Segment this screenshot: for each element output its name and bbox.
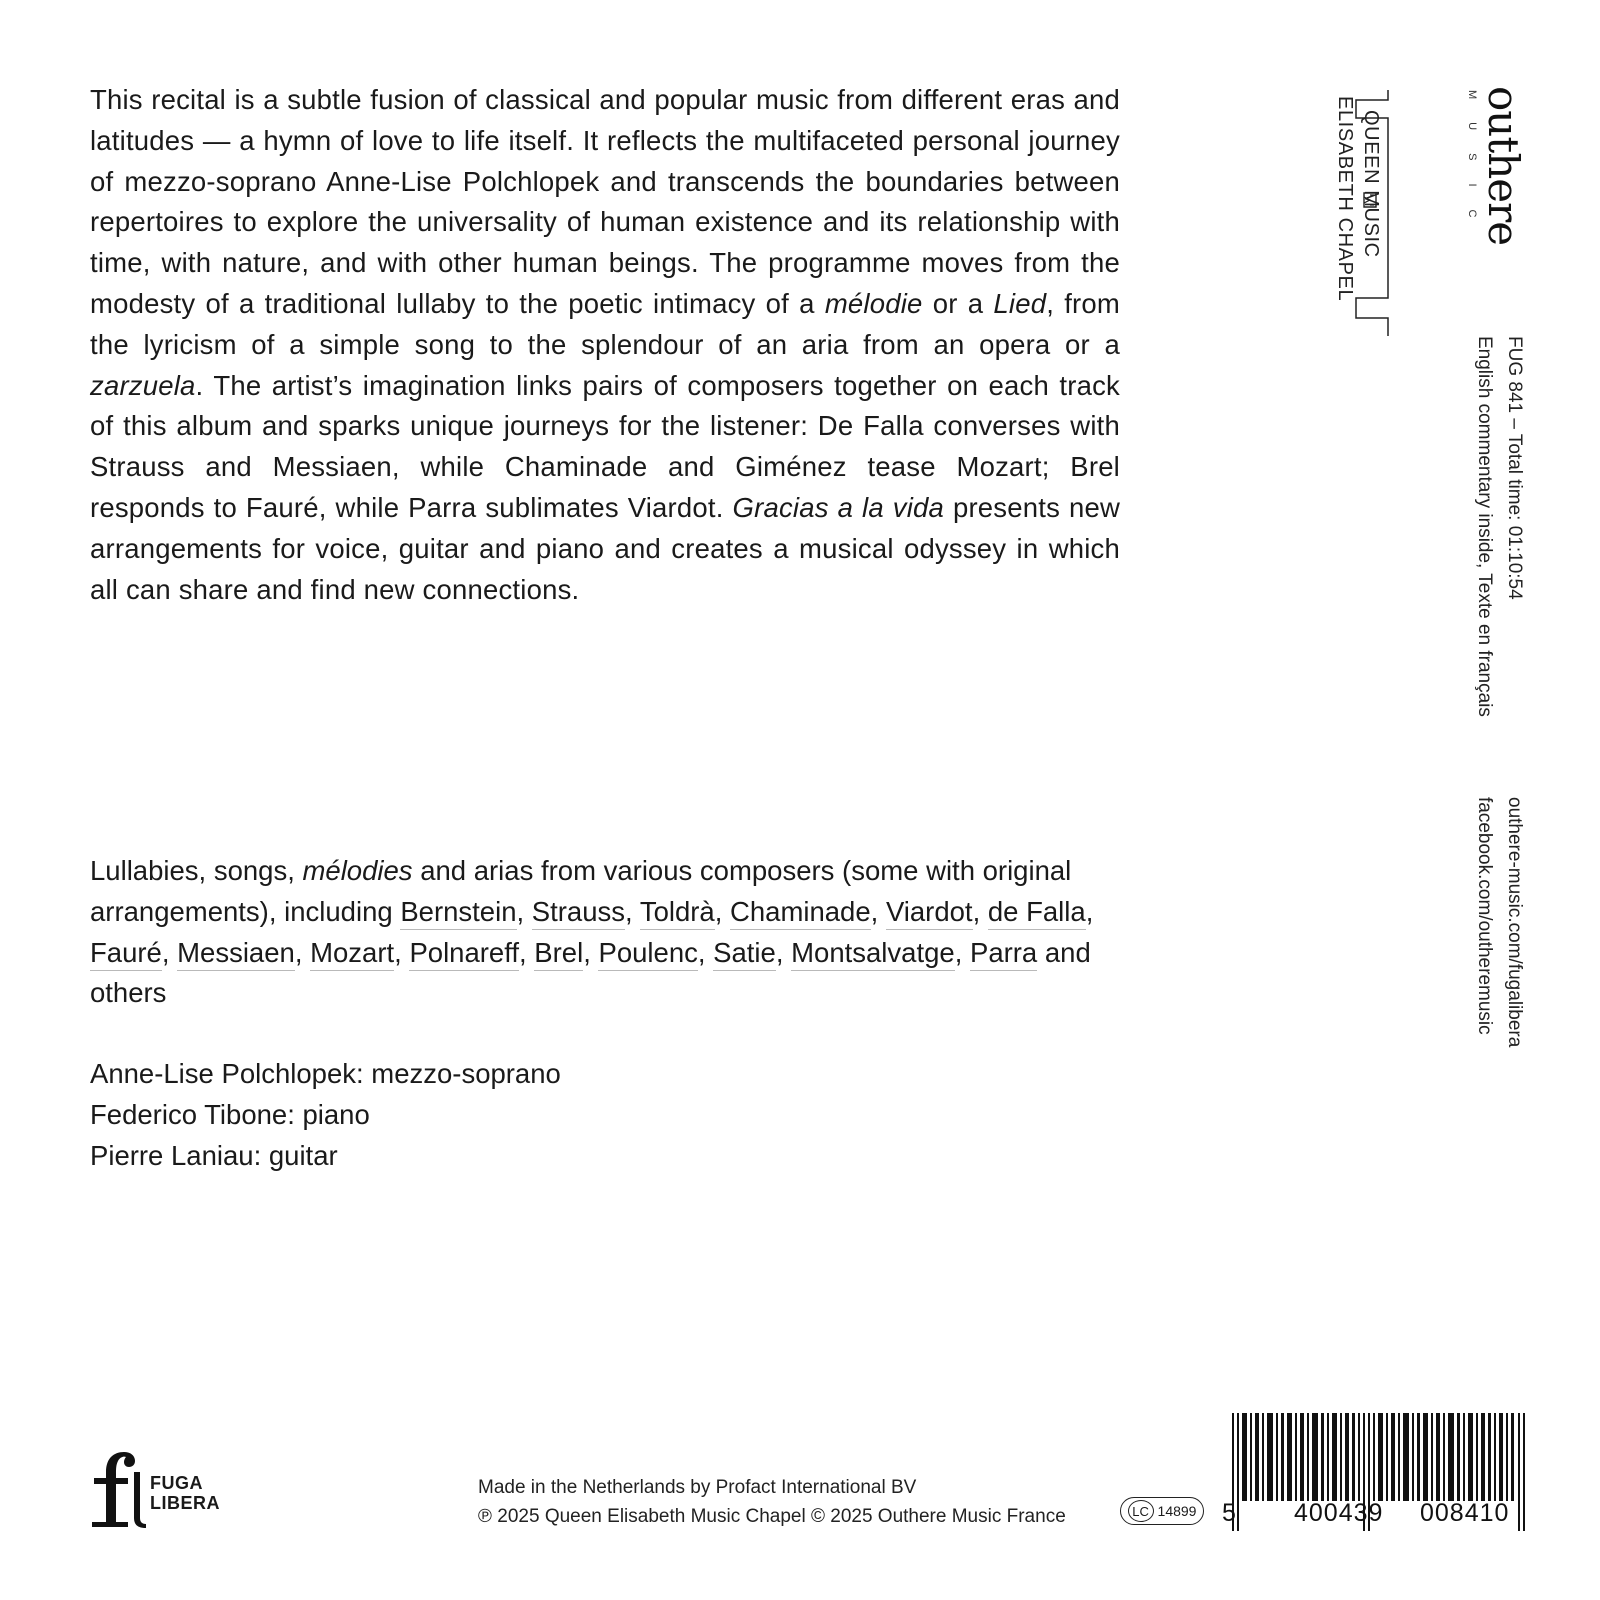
libera-label: LIBERA xyxy=(150,1493,220,1513)
composer-name: Parra xyxy=(970,937,1037,971)
description-italic: Gracias a la vida xyxy=(732,491,945,523)
composer-name: Messiaen xyxy=(177,937,295,971)
performer-line: Federico Tibone: piano xyxy=(90,1098,370,1130)
description-text: or a xyxy=(922,287,994,319)
composer-name: Bernstein xyxy=(400,896,516,930)
manufacturer-line: Made in the Netherlands by Profact International BV xyxy=(478,1477,917,1498)
composer-name: Satie xyxy=(713,937,776,971)
composer-name: de Falla xyxy=(988,896,1086,930)
description-italic: mélodie xyxy=(824,287,923,319)
barcode-right-digits: 008410 xyxy=(1420,1499,1510,1527)
outhere-logo: outhere xyxy=(1479,86,1528,246)
composer-name: Poulenc xyxy=(598,937,697,971)
barcode-first-digit: 5 xyxy=(1222,1499,1236,1527)
programme-text: and others xyxy=(90,936,1091,1009)
description-italic: Lied xyxy=(993,287,1047,319)
fuga-libera-icon xyxy=(88,1448,150,1530)
legal-footer xyxy=(478,1473,1066,1531)
lc-icon: LC xyxy=(1128,1500,1154,1522)
catalogue-info: FUG 841 – Total time: 01:10:54 xyxy=(1504,336,1525,600)
outhere-music-label: MUSIC xyxy=(1466,90,1478,241)
composer-name: Fauré xyxy=(90,937,162,971)
fuga-libera-wordmark xyxy=(150,1473,220,1513)
barcode-left-digits: 400439 xyxy=(1294,1499,1384,1527)
label-code-badge xyxy=(1120,1497,1204,1525)
description-text: presents new arrangements for voice, guitar and piano and creates a musical odyssey in which all can share and find new connections. xyxy=(90,491,1121,605)
fuga-label: FUGA xyxy=(150,1473,203,1493)
album-description xyxy=(90,80,1120,610)
performer-line: Anne-Lise Polchlopek: mezzo-soprano xyxy=(90,1058,561,1089)
composer-name: Viardot xyxy=(886,896,973,930)
composer-name: Polnareff xyxy=(409,937,519,971)
composer-name: Montsalvatge xyxy=(791,937,955,971)
copyright-line: ℗ 2025 Queen Elisabeth Music Chapel © 2025 Outhere Music France xyxy=(478,1506,1066,1527)
composer-name: Strauss xyxy=(532,896,625,930)
composer-name: Mozart xyxy=(310,937,394,971)
qe-logo-line2: ELISABETH CHAPEL xyxy=(1334,96,1356,302)
description-text: . The artist’s imagination links pairs of composers together on each track of this album and sparks unique journeys for the listener: De Falla converses with Strauss and Messiaen, while Chaminade and Giménez tease Mozart; Brel responds to Fauré, while Parra sublimates Viardot. xyxy=(90,369,1120,523)
programme-text: Lullabies, songs, xyxy=(90,855,303,886)
facebook-link[interactable]: facebook.com/outheremusic xyxy=(1474,797,1495,1035)
composer-name: Chaminade xyxy=(730,896,871,930)
programme-summary: Lullabies, songs, mélodies and arias from various composers (some with original arrangements), including Bernstein, Strauss, Toldrà, Chaminade, Viardot, de Falla, Fauré, Messiaen, Mozart, Polnareff, Brel, Poulenc, Satie, Montsalvatge, Parra and others xyxy=(90,855,1094,1009)
qe-logo-line1: QUEEN MUSIC xyxy=(1360,110,1382,258)
composer-name: Brel xyxy=(534,937,583,971)
programme-text: and arias from various composers (some with original arrangements), including xyxy=(90,855,1072,927)
description-text: This recital is a subtle fusion of classical and popular music from different eras and latitudes — a hymn of love to life itself. It reflects the multifaceted personal journey of mezzo-soprano Anne-Lise Polchlopek and transcends the boundaries between repertoires to explore the universality of human existence and its relationship with time, with nature, and with other human beings. The programme moves from the modesty of a traditional lullaby to the poetic intimacy of a xyxy=(90,84,1120,319)
composer-name: Toldrà xyxy=(640,896,715,930)
commentary-info: English commentary inside, Texte en français xyxy=(1474,336,1495,717)
description-italic: zarzuela xyxy=(90,369,196,401)
label-code-number: 14899 xyxy=(1157,1503,1197,1519)
performer-line: Pierre Laniau: guitar xyxy=(90,1139,338,1171)
website-link[interactable]: outhere-music.com/fugalibera xyxy=(1504,797,1525,1048)
programme-italic: mélodies xyxy=(302,855,413,886)
description-text: , from the lyricism of a simple song to the splendour of an aria from an opera or a xyxy=(90,287,1121,360)
performer-list xyxy=(90,1054,561,1176)
